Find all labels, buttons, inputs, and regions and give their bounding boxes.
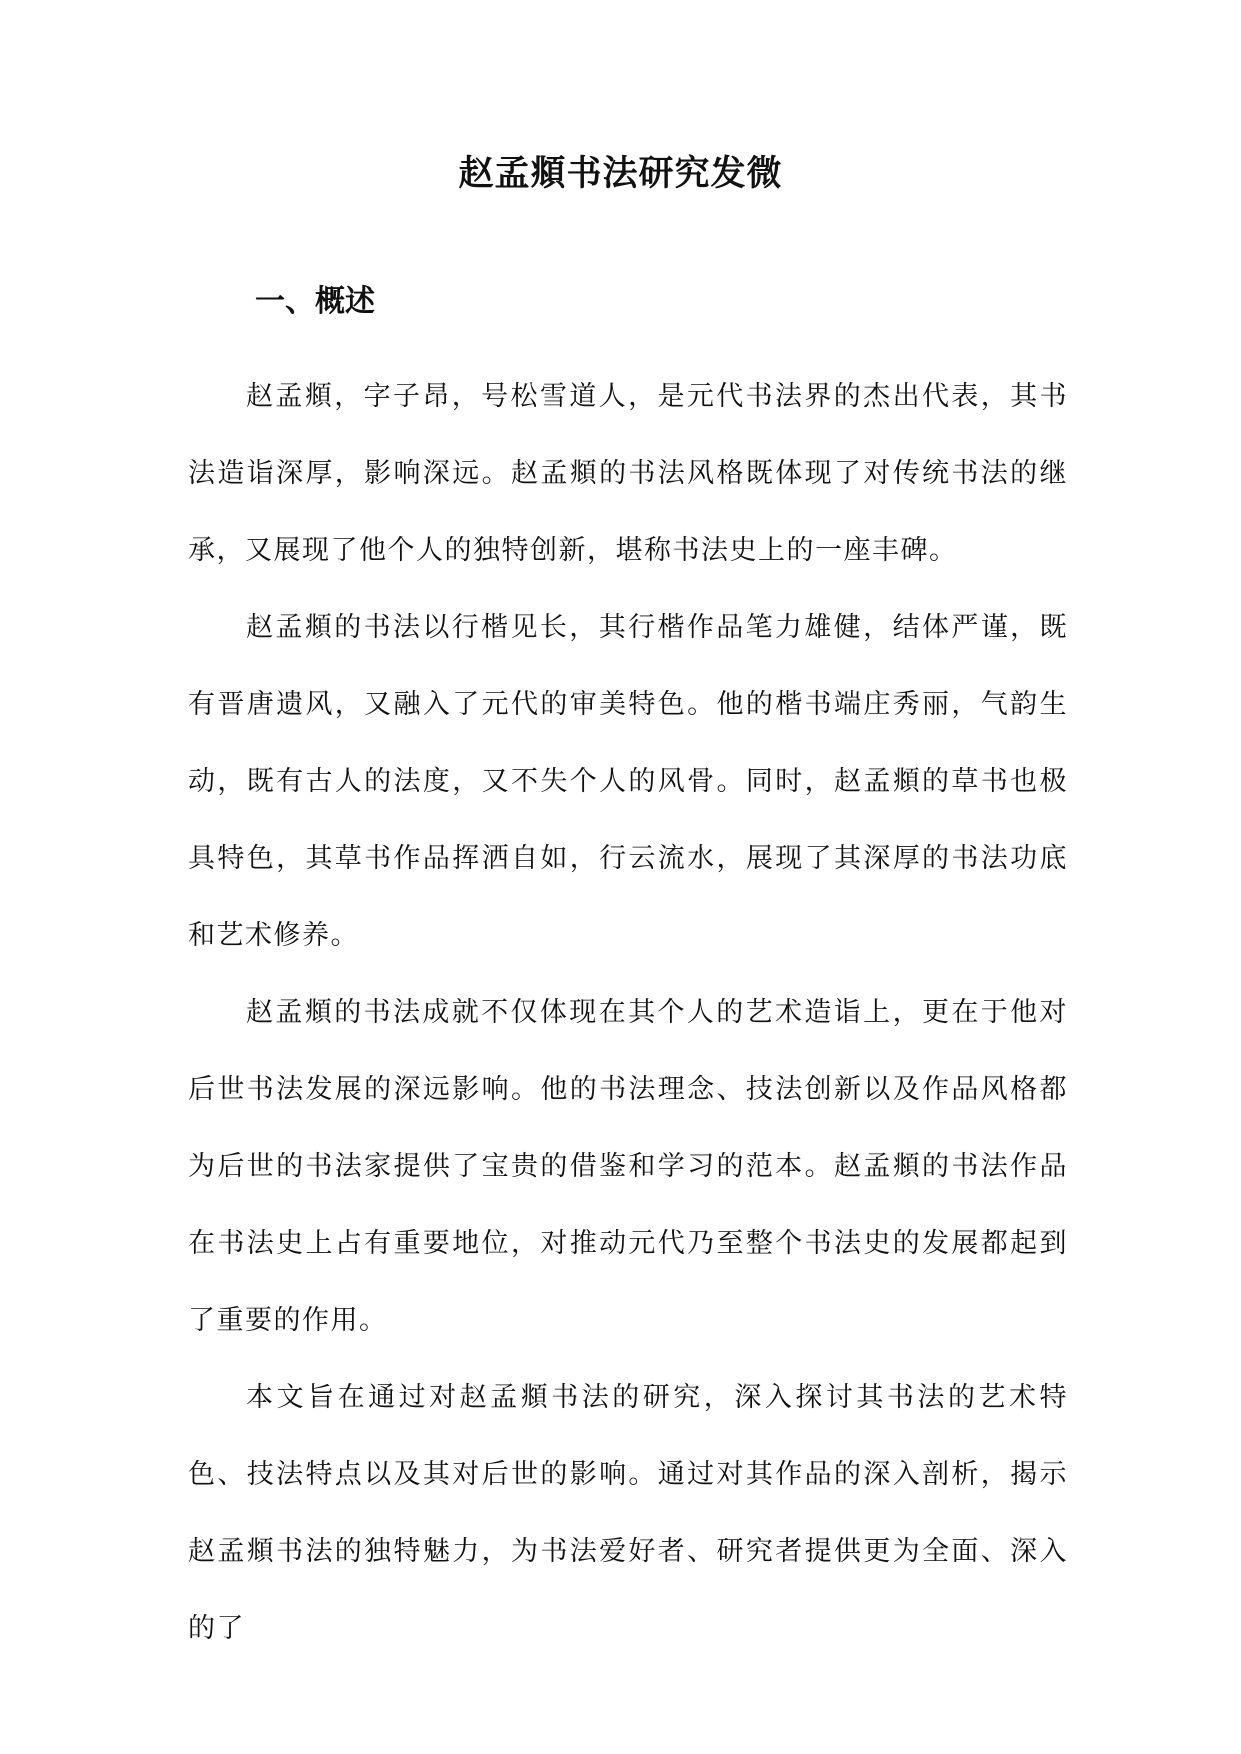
document-body xyxy=(188,358,1068,1667)
paragraph-1: 赵孟頫，字子昂，号松雪道人，是元代书法界的杰出代表，其书法造诣深厚，影响深远。赵孟頫的书法风格既体现了对传统书法的继承，又展现了他个人的独特创新，堪称书法史上的一座丰碑。 xyxy=(188,381,1068,566)
paragraph-4: 本文旨在通过对赵孟頫书法的研究，深入探讨其书法的艺术特色、技法特点以及其对后世的影响。通过对其作品的深入剖析，揭示赵孟頫书法的独特魅力，为书法爱好者、研究者提供更为全面、深入的了 xyxy=(188,1382,1068,1644)
section-heading: 一、概述 xyxy=(255,284,375,319)
paragraph-2: 赵孟頫的书法以行楷见长，其行楷作品笔力雄健，结体严谨，既有晋唐遗风，又融入了元代的审美特色。他的楷书端庄秀丽，气韵生动，既有古人的法度，又不失个人的风骨。同时，赵孟頫的草书也极具特色，其草书作品挥洒自如，行云流水，展现了其深厚的书法功底和艺术修养。 xyxy=(188,612,1068,951)
paragraph-3: 赵孟頫的书法成就不仅体现在其个人的艺术造诣上，更在于他对后世书法发展的深远影响。他的书法理念、技法创新以及作品风格都为后世的书法家提供了宝贵的借鉴和学习的范本。赵孟頫的书法作品在书法史上占有重要地位，对推动元代乃至整个书法史的发展都起到了重要的作用。 xyxy=(188,997,1068,1336)
document-title: 赵孟頫书法研究发微 xyxy=(458,153,783,194)
